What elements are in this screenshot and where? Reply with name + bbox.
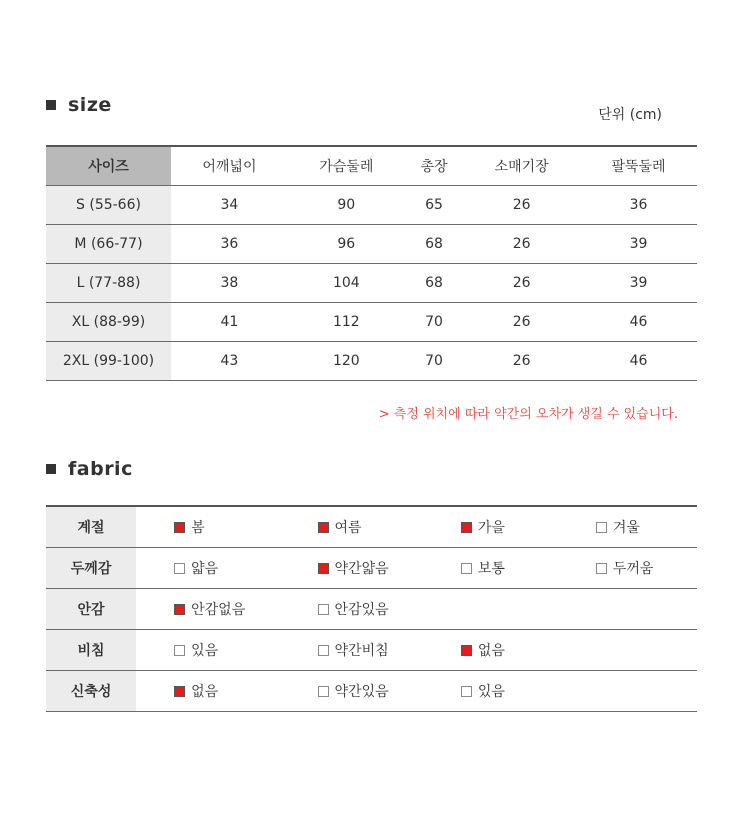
unchecked-box-icon [318, 645, 329, 656]
fabric-title-text: fabric [68, 458, 133, 480]
fabric-option [280, 506, 423, 548]
checked-box-icon [461, 645, 472, 656]
table-cell: 43 [171, 342, 288, 381]
fabric-option-label: 봄 [191, 520, 205, 536]
table-cell: 68 [405, 264, 463, 303]
size-section-title [46, 94, 112, 116]
table-cell: 96 [288, 225, 405, 264]
fabric-option [136, 589, 279, 630]
unchecked-box-icon [596, 563, 607, 574]
fabric-option-label: 약간비침 [334, 643, 389, 659]
checked-box-icon [174, 522, 185, 533]
header-shoulder: 어깨넓이 [171, 146, 288, 186]
fabric-option-label: 안감있음 [334, 602, 389, 618]
fabric-option [280, 548, 423, 589]
fabric-option [423, 506, 558, 548]
table-cell: 26 [463, 264, 580, 303]
table-row [46, 225, 697, 264]
fabric-option [136, 671, 279, 712]
size-label: S (55-66) [46, 186, 171, 225]
checked-box-icon [461, 522, 472, 533]
fabric-option [136, 630, 279, 671]
fabric-row [46, 630, 697, 671]
unchecked-box-icon [596, 522, 607, 533]
table-cell: 26 [463, 225, 580, 264]
table-cell: 36 [171, 225, 288, 264]
unchecked-box-icon [318, 686, 329, 697]
fabric-row-label: 계절 [46, 506, 136, 548]
fabric-option [423, 671, 558, 712]
table-cell: 112 [288, 303, 405, 342]
fabric-option-label: 얇음 [191, 561, 219, 577]
table-cell: 26 [463, 186, 580, 225]
size-label: XL (88-99) [46, 303, 171, 342]
fabric-option-label: 없음 [191, 684, 219, 700]
fabric-option-label: 안감없음 [191, 602, 246, 618]
table-cell: 46 [580, 342, 697, 381]
fabric-row-label: 신축성 [46, 671, 136, 712]
table-cell: 36 [580, 186, 697, 225]
fabric-row [46, 589, 697, 630]
table-row [46, 186, 697, 225]
fabric-row [46, 548, 697, 589]
table-row [46, 303, 697, 342]
fabric-row-label: 안감 [46, 589, 136, 630]
fabric-option-label: 없음 [477, 643, 505, 659]
table-cell: 39 [580, 264, 697, 303]
unchecked-box-icon [461, 563, 472, 574]
fabric-row [46, 671, 697, 712]
size-label: 2XL (99-100) [46, 342, 171, 381]
fabric-option-label: 있음 [477, 684, 505, 700]
fabric-option [558, 506, 697, 548]
fabric-option-label: 약간얇음 [334, 561, 389, 577]
table-cell: 26 [463, 303, 580, 342]
size-table [46, 145, 697, 381]
unchecked-box-icon [174, 645, 185, 656]
fabric-option-label: 약간있음 [334, 684, 389, 700]
fabric-option-label: 두꺼움 [612, 561, 654, 577]
square-bullet-icon [46, 100, 56, 110]
header-size: 사이즈 [46, 146, 171, 186]
table-cell: 70 [405, 303, 463, 342]
header-sleeve: 소매기장 [463, 146, 580, 186]
checked-box-icon [318, 563, 329, 574]
unchecked-box-icon [318, 604, 329, 615]
table-cell: 104 [288, 264, 405, 303]
size-title-text: size [68, 94, 112, 116]
table-cell: 46 [580, 303, 697, 342]
table-cell: 34 [171, 186, 288, 225]
fabric-option [136, 548, 279, 589]
fabric-row-label: 비침 [46, 630, 136, 671]
table-cell: 90 [288, 186, 405, 225]
header-length: 총장 [405, 146, 463, 186]
empty-cell [558, 589, 697, 630]
table-cell: 39 [580, 225, 697, 264]
table-cell: 41 [171, 303, 288, 342]
fabric-option-label: 겨울 [612, 520, 640, 536]
fabric-row [46, 506, 697, 548]
fabric-option [558, 548, 697, 589]
fabric-option-label: 보통 [477, 561, 505, 577]
fabric-option [280, 630, 423, 671]
fabric-option [280, 671, 423, 712]
table-cell: 65 [405, 186, 463, 225]
checked-box-icon [174, 604, 185, 615]
table-cell: 120 [288, 342, 405, 381]
fabric-option-label: 가을 [477, 520, 505, 536]
empty-cell [558, 671, 697, 712]
fabric-section-title [46, 458, 133, 480]
table-row [46, 342, 697, 381]
unit-label: 단위 (cm) [598, 107, 662, 123]
table-cell: 26 [463, 342, 580, 381]
fabric-option-label: 있음 [191, 643, 219, 659]
table-cell: 38 [171, 264, 288, 303]
unchecked-box-icon [174, 563, 185, 574]
table-cell: 70 [405, 342, 463, 381]
fabric-option [136, 506, 279, 548]
fabric-row-label: 두께감 [46, 548, 136, 589]
table-cell: 68 [405, 225, 463, 264]
fabric-option [423, 548, 558, 589]
table-row [46, 264, 697, 303]
square-bullet-icon [46, 464, 56, 474]
size-label: M (66-77) [46, 225, 171, 264]
fabric-option-label: 여름 [334, 520, 362, 536]
checked-box-icon [174, 686, 185, 697]
fabric-option [280, 589, 423, 630]
fabric-option [423, 630, 558, 671]
size-header-row [46, 146, 697, 186]
header-arm: 팔뚝둘레 [580, 146, 697, 186]
empty-cell [558, 630, 697, 671]
checked-box-icon [318, 522, 329, 533]
size-label: L (77-88) [46, 264, 171, 303]
unchecked-box-icon [461, 686, 472, 697]
empty-cell [423, 589, 558, 630]
measurement-note: > 측정 위치에 따라 약간의 오차가 생길 수 있습니다. [378, 407, 678, 422]
header-chest: 가슴둘레 [288, 146, 405, 186]
fabric-table [46, 505, 697, 712]
